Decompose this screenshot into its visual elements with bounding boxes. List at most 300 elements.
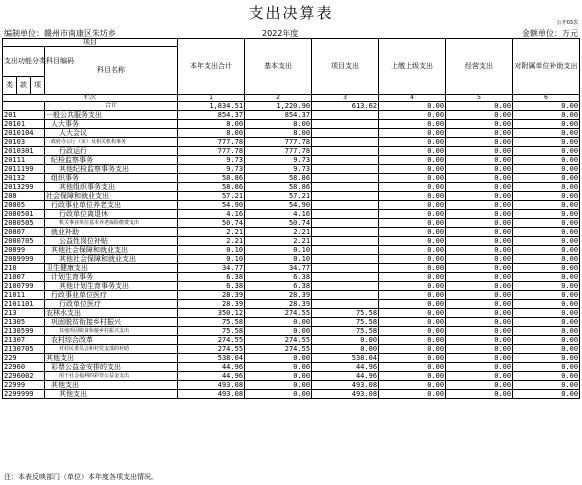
row-value-col-5: 0.00 [446,210,513,219]
row-value-col-4: 0.00 [379,327,446,336]
row-code: 22960 [3,363,45,372]
row-value-col-6: 0.00 [513,264,580,273]
row-value-col-4: 0.00 [379,156,446,165]
row-subject-name: 其他组织事务支出 [45,183,178,192]
row-value-col-3 [312,192,379,201]
col-number-2: 2 [245,95,312,102]
row-subject-name: 就业补助 [45,228,178,237]
row-subject-name: 行政运行 [45,147,178,156]
row-value-col-1: 28.39 [178,291,245,300]
row-value-col-3: 493.08 [312,390,379,399]
row-subject-name: 机关事业单位基本养老保险缴费支出 [45,219,178,228]
row-value-col-6: 0.00 [513,192,580,201]
row-subject-name: 人大会议 [45,129,178,138]
currency-unit: 金额单位：万元 [522,29,578,38]
row-value-col-3: 44.96 [312,372,379,381]
table-row [3,390,580,399]
row-value-col-2: 0.00 [245,354,312,363]
table-row [3,120,580,129]
row-value-col-4: 0.00 [379,336,446,345]
row-value-col-1: 0.10 [178,255,245,264]
total-col-6: 0.00 [513,102,580,111]
row-value-col-6: 0.00 [513,327,580,336]
compiling-unit: 编制单位：赣州市南康区朱坊乡 [4,29,116,38]
row-subject-name: 农林水支出 [45,309,178,318]
row-value-col-2: 9.73 [245,156,312,165]
row-value-col-1: 58.86 [178,174,245,183]
row-value-col-4: 0.00 [379,255,446,264]
row-value-col-2: 6.38 [245,282,312,291]
row-value-col-5: 0.00 [446,201,513,210]
table-row [3,309,580,318]
row-value-col-2: 9.73 [245,165,312,174]
row-value-col-1: 493.08 [178,381,245,390]
row-code: 21007 [3,273,45,282]
row-value-col-3: 75.58 [312,327,379,336]
row-value-col-1: 44.96 [178,363,245,372]
row-value-col-2: 28.39 [245,300,312,309]
row-value-col-3: 44.96 [312,363,379,372]
row-value-col-2: 57.21 [245,192,312,201]
row-value-col-6: 0.00 [513,381,580,390]
row-value-col-1: 8.00 [178,120,245,129]
row-value-col-5: 0.00 [446,246,513,255]
row-subject-name: 社会保障和就业支出 [45,192,178,201]
report-title: 支出决算表 [248,4,334,22]
row-code: 210 [3,264,45,273]
row-value-col-3 [312,111,379,120]
row-value-col-3 [312,291,379,300]
row-code: 20132 [3,174,45,183]
row-value-col-1: 75.58 [178,327,245,336]
row-value-col-5: 0.00 [446,336,513,345]
row-value-col-1: 50.74 [178,219,245,228]
row-value-col-2: 0.00 [245,363,312,372]
row-value-col-4: 0.00 [379,201,446,210]
table-row [3,372,580,381]
col-number-3: 3 [312,95,379,102]
row-value-col-5: 0.00 [446,282,513,291]
row-value-col-4: 0.00 [379,264,446,273]
row-value-col-4: 0.00 [379,138,446,147]
row-value-col-1: 854.37 [178,111,245,120]
row-value-col-2: 54.90 [245,201,312,210]
row-subject-name: 行政单位离退休 [45,210,178,219]
row-value-col-4: 0.00 [379,237,446,246]
table-row [3,282,580,291]
row-value-col-3: 0.00 [312,345,379,354]
row-value-col-4: 0.00 [379,363,446,372]
row-value-col-5: 0.00 [446,318,513,327]
row-value-col-5: 0.00 [446,363,513,372]
row-value-col-1: 777.78 [178,138,245,147]
row-value-col-1: 9.73 [178,165,245,174]
row-value-col-6: 0.00 [513,354,580,363]
row-value-col-1: 6.38 [178,282,245,291]
row-value-col-2: 2.21 [245,237,312,246]
total-col-3: 613.62 [312,102,379,111]
header-xiang: 项 [31,77,45,95]
row-subject-name: 行政事业单位医疗 [45,291,178,300]
row-value-col-5: 0.00 [446,291,513,300]
row-value-col-6: 0.00 [513,165,580,174]
row-code: 21305 [3,318,45,327]
row-code: 2130705 [3,345,45,354]
row-subject-name: 其他社会保障和就业支出 [45,255,178,264]
row-value-col-4: 0.00 [379,291,446,300]
row-value-col-5: 0.00 [446,354,513,363]
footnote: 注：本表反映部门（单位）本年度各项支出情况。 [4,473,158,481]
table-row [3,246,580,255]
table-row [3,183,580,192]
table-row [3,138,580,147]
table-row [3,228,580,237]
row-code: 20101 [3,120,45,129]
row-value-col-5: 0.00 [446,111,513,120]
row-value-col-5: 0.00 [446,381,513,390]
row-subject-name: 其他计划生育事务支出 [45,282,178,291]
row-code: 2130599 [3,327,45,336]
row-value-col-1: 54.90 [178,201,245,210]
table-row [3,327,580,336]
row-value-col-4: 0.00 [379,318,446,327]
header-col-2: 基本支出 [245,39,312,95]
row-value-col-2: 28.39 [245,291,312,300]
header-class-code: 支出功能分类科目编码 [3,47,45,77]
row-value-col-2: 777.78 [245,138,312,147]
row-value-col-6: 0.00 [513,363,580,372]
table-row [3,192,580,201]
row-value-col-1: 8.00 [178,129,245,138]
table-row [3,354,580,363]
col-number-5: 5 [446,95,513,102]
row-value-col-5: 0.00 [446,228,513,237]
header-lanci: 栏次 [3,95,178,102]
row-value-col-3 [312,129,379,138]
col-number-4: 4 [379,95,446,102]
row-value-col-3 [312,264,379,273]
row-value-col-5: 0.00 [446,156,513,165]
row-value-col-2: 274.55 [245,345,312,354]
row-value-col-6: 0.00 [513,219,580,228]
row-value-col-3: 538.04 [312,354,379,363]
col-number-1: 1 [178,95,245,102]
row-value-col-5: 0.00 [446,309,513,318]
row-value-col-6: 0.00 [513,273,580,282]
row-value-col-4: 0.00 [379,192,446,201]
table-row [3,147,580,156]
row-value-col-2: 0.10 [245,246,312,255]
total-col-1: 1,834.51 [178,102,245,111]
row-value-col-6: 0.00 [513,174,580,183]
row-code: 20111 [3,156,45,165]
row-value-col-2: 8.00 [245,120,312,129]
header-col-3: 项目支出 [312,39,379,95]
row-value-col-1: 44.96 [178,372,245,381]
row-value-col-3 [312,246,379,255]
total-col-5: 0.00 [446,102,513,111]
row-value-col-3 [312,183,379,192]
row-value-col-5: 0.00 [446,255,513,264]
row-value-col-2: 58.86 [245,183,312,192]
header-lei: 类 [3,77,17,95]
row-value-col-6: 0.00 [513,138,580,147]
col-number-6: 6 [513,95,580,102]
row-value-col-5: 0.00 [446,237,513,246]
row-value-col-1: 2.21 [178,237,245,246]
row-value-col-1: 777.78 [178,147,245,156]
row-value-col-1: 538.04 [178,354,245,363]
row-subject-name: 其他支出 [45,354,178,363]
row-value-col-5: 0.00 [446,390,513,399]
row-value-col-5: 0.00 [446,165,513,174]
row-subject-name: 其他支出 [45,390,178,399]
row-value-col-6: 0.00 [513,210,580,219]
row-subject-name: 一般公共服务支出 [45,111,178,120]
row-subject-name: 农村综合改革 [45,336,178,345]
row-subject-name: 纪检监察事务 [45,156,178,165]
row-value-col-5: 0.00 [446,147,513,156]
table-row [3,237,580,246]
total-code-cell [3,102,45,111]
row-code: 22999 [3,381,45,390]
row-value-col-3: 0.00 [312,336,379,345]
row-value-col-3 [312,219,379,228]
table-row [3,291,580,300]
row-code: 20805 [3,201,45,210]
row-value-col-6: 0.00 [513,111,580,120]
row-value-col-2: 274.55 [245,309,312,318]
row-value-col-5: 0.00 [446,138,513,147]
row-value-col-1: 274.55 [178,336,245,345]
row-value-col-3 [312,147,379,156]
row-value-col-4: 0.00 [379,309,446,318]
header-col-1: 本年支出合计 [178,39,245,95]
row-subject-name: 计划生育事务 [45,273,178,282]
row-value-col-3 [312,282,379,291]
row-value-col-1: 274.55 [178,345,245,354]
row-value-col-4: 0.00 [379,372,446,381]
row-value-col-6: 0.00 [513,183,580,192]
row-value-col-5: 0.00 [446,219,513,228]
row-value-col-6: 0.00 [513,129,580,138]
row-code: 2296002 [3,372,45,381]
row-code: 229 [3,354,45,363]
row-subject-name: 行政单位医疗 [45,300,178,309]
row-value-col-6: 0.00 [513,345,580,354]
row-value-col-4: 0.00 [379,147,446,156]
row-value-col-2: 777.78 [245,147,312,156]
row-value-col-5: 0.00 [446,183,513,192]
row-value-col-4: 0.00 [379,300,446,309]
row-value-col-2: 854.37 [245,111,312,120]
row-value-col-1: 0.10 [178,246,245,255]
total-row [3,102,580,111]
row-code: 2010104 [3,129,45,138]
row-value-col-4: 0.00 [379,228,446,237]
row-code: 2100799 [3,282,45,291]
row-subject-name: 其他社会保障和就业支出 [45,246,178,255]
row-value-col-3 [312,273,379,282]
header-col-5: 经营支出 [446,39,513,95]
row-value-col-5: 0.00 [446,300,513,309]
row-value-col-2: 0.00 [245,390,312,399]
table-row [3,273,580,282]
table-row [3,264,580,273]
row-value-col-4: 0.00 [379,129,446,138]
row-value-col-1: 2.21 [178,228,245,237]
row-value-col-2: 2.21 [245,228,312,237]
row-value-col-6: 0.00 [513,255,580,264]
table-row [3,336,580,345]
row-value-col-1: 350.12 [178,309,245,318]
row-value-col-6: 0.00 [513,120,580,129]
row-value-col-3: 75.58 [312,318,379,327]
row-code: 2299999 [3,390,45,399]
row-subject-name: 其他巩固脱贫衔接乡村振兴支出 [45,327,178,336]
row-subject-name: 其他支出 [45,381,178,390]
row-value-col-3 [312,120,379,129]
row-value-col-6: 0.00 [513,228,580,237]
row-value-col-2: 274.55 [245,336,312,345]
row-code: 20103 [3,138,45,147]
header-project: 项目 [3,39,178,47]
row-value-col-3 [312,165,379,174]
row-value-col-4: 0.00 [379,219,446,228]
row-value-col-2: 0.00 [245,381,312,390]
table-row [3,165,580,174]
row-code: 2010301 [3,147,45,156]
row-value-col-5: 0.00 [446,327,513,336]
row-value-col-6: 0.00 [513,147,580,156]
table-row [3,129,580,138]
row-value-col-1: 4.16 [178,210,245,219]
row-code: 20899 [3,246,45,255]
row-value-col-4: 0.00 [379,120,446,129]
row-value-col-4: 0.00 [379,246,446,255]
row-value-col-6: 0.00 [513,237,580,246]
row-value-col-4: 0.00 [379,390,446,399]
row-subject-name: 巩固脱贫衔接乡村振兴 [45,318,178,327]
table-row [3,381,580,390]
row-subject-name: 对村民委员会和村党支部的补助 [45,345,178,354]
row-value-col-1: 58.86 [178,183,245,192]
row-value-col-6: 0.00 [513,291,580,300]
row-value-col-6: 0.00 [513,300,580,309]
row-value-col-1: 75.58 [178,318,245,327]
expenditure-table [2,38,580,399]
row-value-col-3 [312,237,379,246]
table-row [3,345,580,354]
row-code: 2080705 [3,237,45,246]
row-value-col-3 [312,201,379,210]
row-value-col-2: 58.86 [245,174,312,183]
row-value-col-2: 6.38 [245,273,312,282]
row-code: 21307 [3,336,45,345]
row-code: 208 [3,192,45,201]
row-value-col-3 [312,300,379,309]
row-code: 2101101 [3,300,45,309]
row-subject-name: 用于社会福利的彩票公益金支出 [45,372,178,381]
row-value-col-3 [312,255,379,264]
total-col-4: 0.00 [379,102,446,111]
row-subject-name: 行政事业单位养老支出 [45,201,178,210]
row-value-col-2: 0.10 [245,255,312,264]
table-row [3,111,580,120]
row-value-col-5: 0.00 [446,264,513,273]
row-value-col-3: 75.58 [312,309,379,318]
row-value-col-5: 0.00 [446,273,513,282]
row-value-col-6: 0.00 [513,390,580,399]
row-value-col-5: 0.00 [446,372,513,381]
row-code: 21011 [3,291,45,300]
row-value-col-3 [312,138,379,147]
row-value-col-5: 0.00 [446,345,513,354]
row-value-col-4: 0.00 [379,165,446,174]
row-value-col-2: 0.00 [245,327,312,336]
row-value-col-5: 0.00 [446,174,513,183]
row-code: 2080501 [3,210,45,219]
row-code: 20807 [3,228,45,237]
row-subject-name: 人大事务 [45,120,178,129]
table-row [3,300,580,309]
table-row [3,174,580,183]
row-code: 2080505 [3,219,45,228]
table-row [3,156,580,165]
row-value-col-1: 34.77 [178,264,245,273]
row-value-col-5: 0.00 [446,192,513,201]
row-value-col-3: 493.08 [312,381,379,390]
row-value-col-4: 0.00 [379,210,446,219]
table-row [3,318,580,327]
form-tag: 公开03表 [556,20,578,26]
row-value-col-1: 9.73 [178,156,245,165]
row-value-col-6: 0.00 [513,309,580,318]
row-value-col-6: 0.00 [513,318,580,327]
row-value-col-1: 493.08 [178,390,245,399]
row-subject-name: 公益性岗位补贴 [45,237,178,246]
row-value-col-3 [312,174,379,183]
row-value-col-3 [312,228,379,237]
row-value-col-6: 0.00 [513,336,580,345]
row-value-col-3 [312,210,379,219]
row-value-col-4: 0.00 [379,354,446,363]
table-row [3,363,580,372]
header-col-6: 对附属单位补助支出 [513,39,580,95]
row-value-col-1: 28.39 [178,300,245,309]
table-row [3,201,580,210]
total-label: 合计 [45,102,178,111]
row-value-col-6: 0.00 [513,282,580,291]
row-value-col-5: 0.00 [446,120,513,129]
fiscal-year: 2022年度 [262,29,299,38]
row-value-col-6: 0.00 [513,372,580,381]
row-subject-name: 卫生健康支出 [45,264,178,273]
table-row [3,210,580,219]
row-value-col-5: 0.00 [446,129,513,138]
row-value-col-4: 0.00 [379,174,446,183]
row-value-col-2: 34.77 [245,264,312,273]
row-value-col-4: 0.00 [379,273,446,282]
row-value-col-2: 50.74 [245,219,312,228]
row-value-col-1: 6.38 [178,273,245,282]
row-code: 2089999 [3,255,45,264]
table-row [3,255,580,264]
row-value-col-6: 0.00 [513,201,580,210]
row-subject-name: 彩票公益金安排的支出 [45,363,178,372]
row-value-col-2: 4.16 [245,210,312,219]
row-value-col-4: 0.00 [379,381,446,390]
